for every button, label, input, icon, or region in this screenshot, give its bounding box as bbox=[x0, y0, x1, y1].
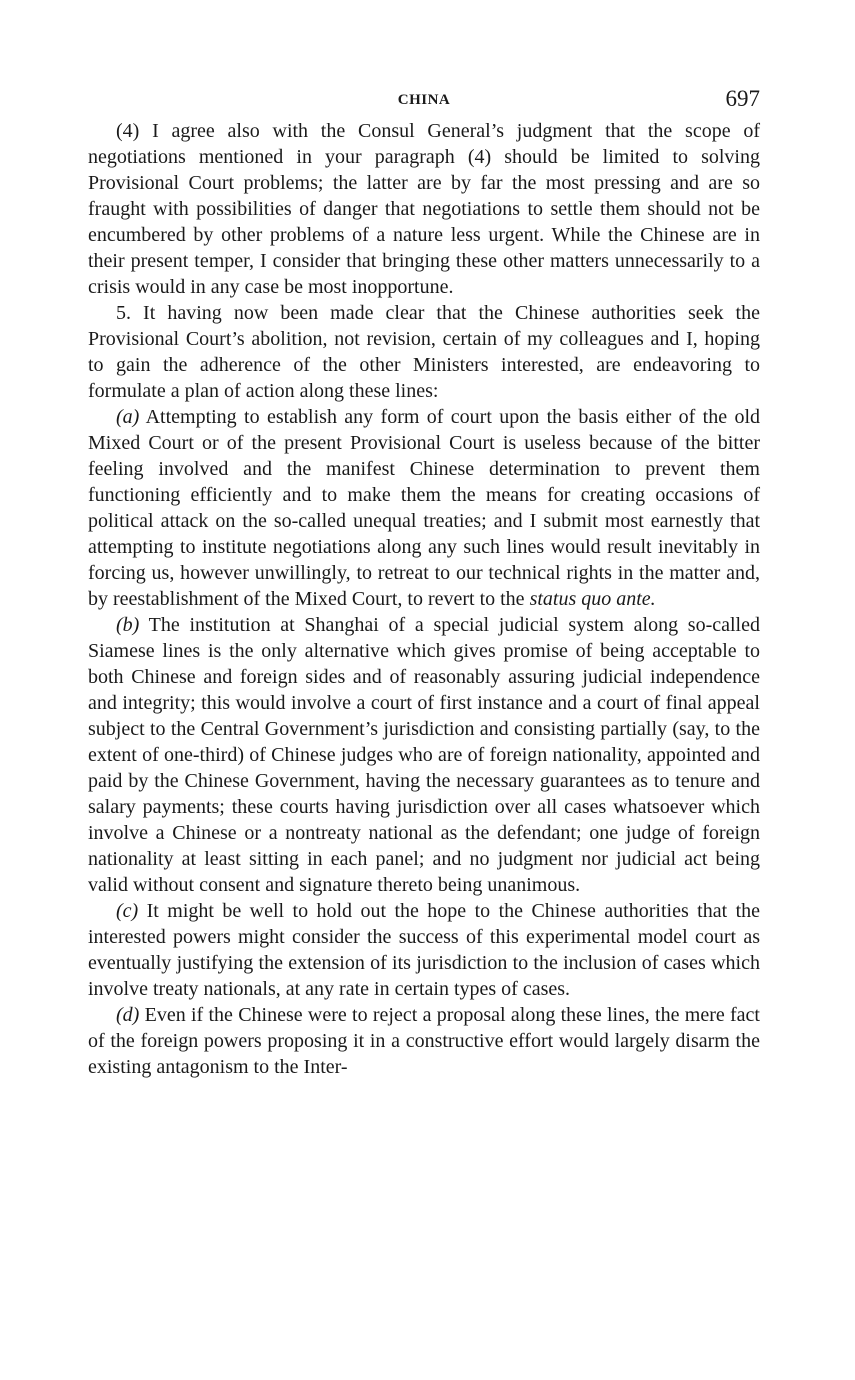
paragraph-b bbox=[88, 612, 760, 898]
paragraph-d-label: (d) bbox=[116, 1004, 140, 1026]
running-header bbox=[88, 82, 760, 118]
document-page bbox=[88, 82, 760, 1080]
paragraph-b-text: The institution at Shanghai of a special judicial system along so-called Siamese lines is the only alternative which gives promise of being acceptable to both Chinese and foreign sides and of reasonably assuring judicial independence and integrity; this would involve a court of first instance and a court of final appeal subject to the Central Government’s jurisdiction and consisting partially (say, to the extent of one-third) of Chinese judges who are of foreign nationality, appointed and paid by the Chinese Government, having the necessary guarantees as to tenure and salary payments; these courts having jurisdiction over all cases whatsoever which involve a Chinese or a nontreaty national as the defendant; one judge of foreign nationality at least sitting in each panel; and no judgment nor judicial act being valid without consent and signature thereto being unanimous. bbox=[88, 614, 760, 896]
paragraph-a-text: Attempting to establish any form of court upon the basis either of the old Mixed Court or of the present Provisional Court is useless because of the bitter feeling involved and the manifest Chinese determination to prevent them functioning efficiently and to make them the means for creating occasions of political attack on the so-called unequal treaties; and I submit most earnestly that attempting to institute negotiations along any such lines would result inevitably in forcing us, however unwillingly, to retreat to our technical rights in the matter and, by reestablishment of the Mixed Court, to revert to the bbox=[88, 406, 760, 610]
paragraph-4: (4) I agree also with the Consul General’s judgment that the scope of negotiations mentioned in your paragraph (4) should be limited to solving Provisional Court problems; the latter are by far the most pressing and are so fraught with possibilities of danger that negotiations to settle them should not be encumbered by other problems of a nature less urgent. While the Chinese are in their present temper, I consider that bringing these other matters unnecessarily to a crisis would in any case be most inopportune. bbox=[88, 120, 760, 298]
paragraph-c bbox=[88, 898, 760, 1002]
paragraph-5: 5. It having now been made clear that the Chinese authorities seek the Provisional Court’s abolition, not revision, certain of my colleagues and I, hoping to gain the adherence of the other Ministers interested, are endeavoring to formulate a plan of action along these lines: bbox=[88, 302, 760, 402]
paragraph-c-text: It might be well to hold out the hope to the Chinese authorities that the interested powers might consider the success of this experimental model court as eventually justifying the extension of its jurisdiction to the inclusion of cases which involve treaty nationals, at any rate in certain types of cases. bbox=[88, 900, 760, 1000]
paragraph-a bbox=[88, 404, 760, 612]
paragraph-a-label: (a) bbox=[116, 406, 140, 428]
paragraph-d bbox=[88, 1002, 760, 1080]
paragraph-d-text: Even if the Chinese were to reject a proposal along these lines, the mere fact of the foreign powers proposing it in a constructive effort would largely disarm the existing antagonism to the Inter- bbox=[88, 1004, 760, 1078]
paragraph-a-italic: status quo ante. bbox=[529, 588, 656, 610]
paragraph-b-label: (b) bbox=[116, 614, 140, 636]
paragraph-c-label: (c) bbox=[116, 900, 139, 922]
page-number: 697 bbox=[725, 86, 760, 111]
running-title: CHINA bbox=[397, 92, 451, 108]
